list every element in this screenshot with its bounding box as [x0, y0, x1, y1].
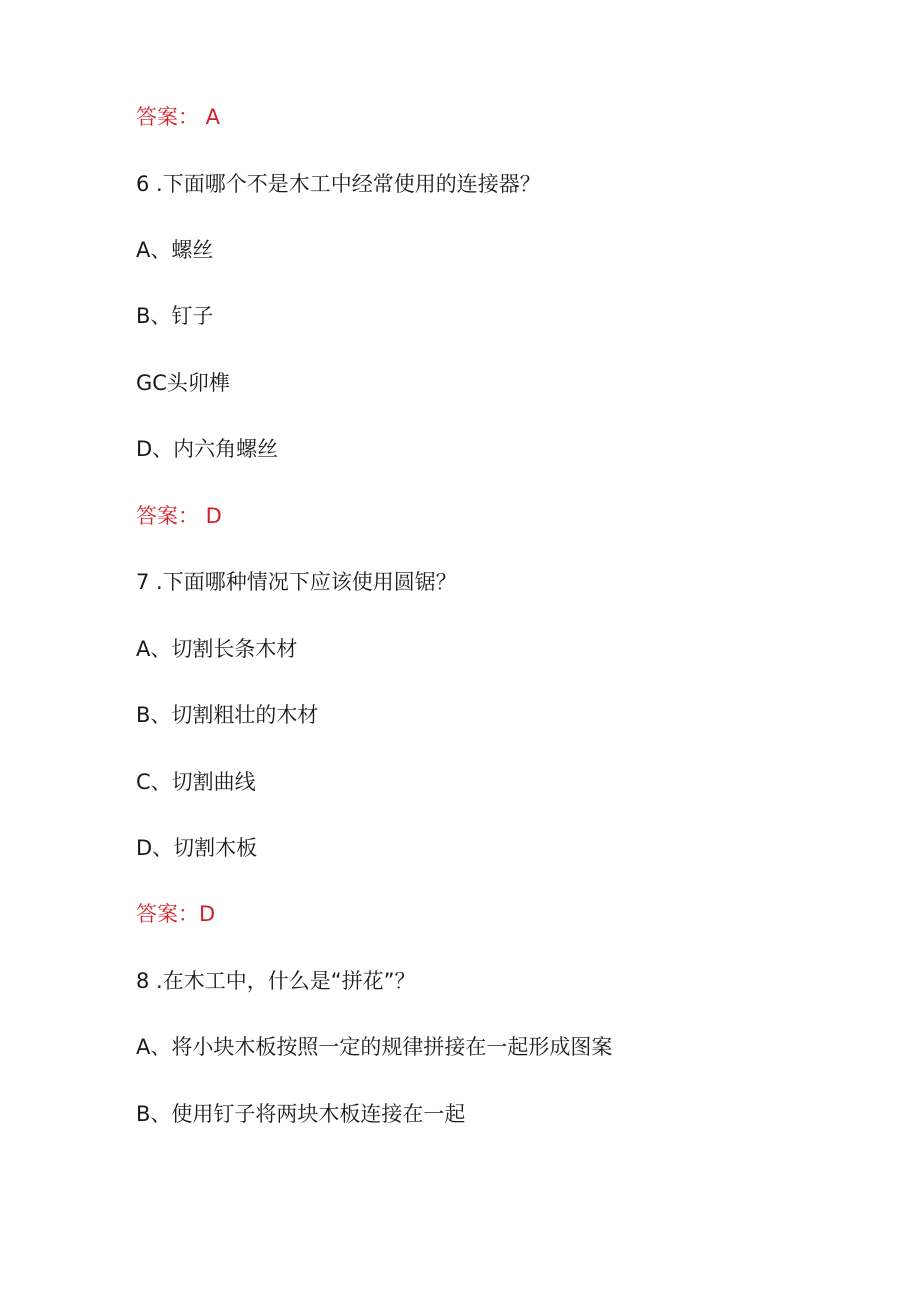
- question-7: 7 .下面哪种情况下应该使用圆锯？: [136, 570, 457, 594]
- q6-option-c: GC头卯榫: [136, 371, 230, 395]
- q7-option-b: B、切割粗壮的木材: [136, 703, 319, 727]
- q7-option-c: C、切割曲线: [136, 770, 256, 794]
- question-6: 6 .下面哪个不是木工中经常使用的连接器？: [136, 172, 541, 196]
- q6-option-d: D、内六角螺丝: [136, 437, 279, 461]
- q6-option-a: A、螺丝: [136, 238, 214, 262]
- q7-option-d: D、切割木板: [136, 836, 258, 860]
- answer-q6: 答案： D: [136, 504, 222, 528]
- q8-option-b: B、使用钉子将两块木板连接在一起: [136, 1102, 466, 1126]
- q7-option-a: A、切割长条木材: [136, 637, 298, 661]
- answer-q5: 答案： A: [136, 105, 221, 129]
- q6-option-b: B、钉子: [136, 304, 214, 328]
- question-8: 8 .在木工中，什么是“拼花”？: [136, 969, 416, 993]
- answer-q7: 答案：D: [136, 902, 216, 926]
- q8-option-a: A、将小块木板按照一定的规律拼接在一起形成图案: [136, 1035, 613, 1059]
